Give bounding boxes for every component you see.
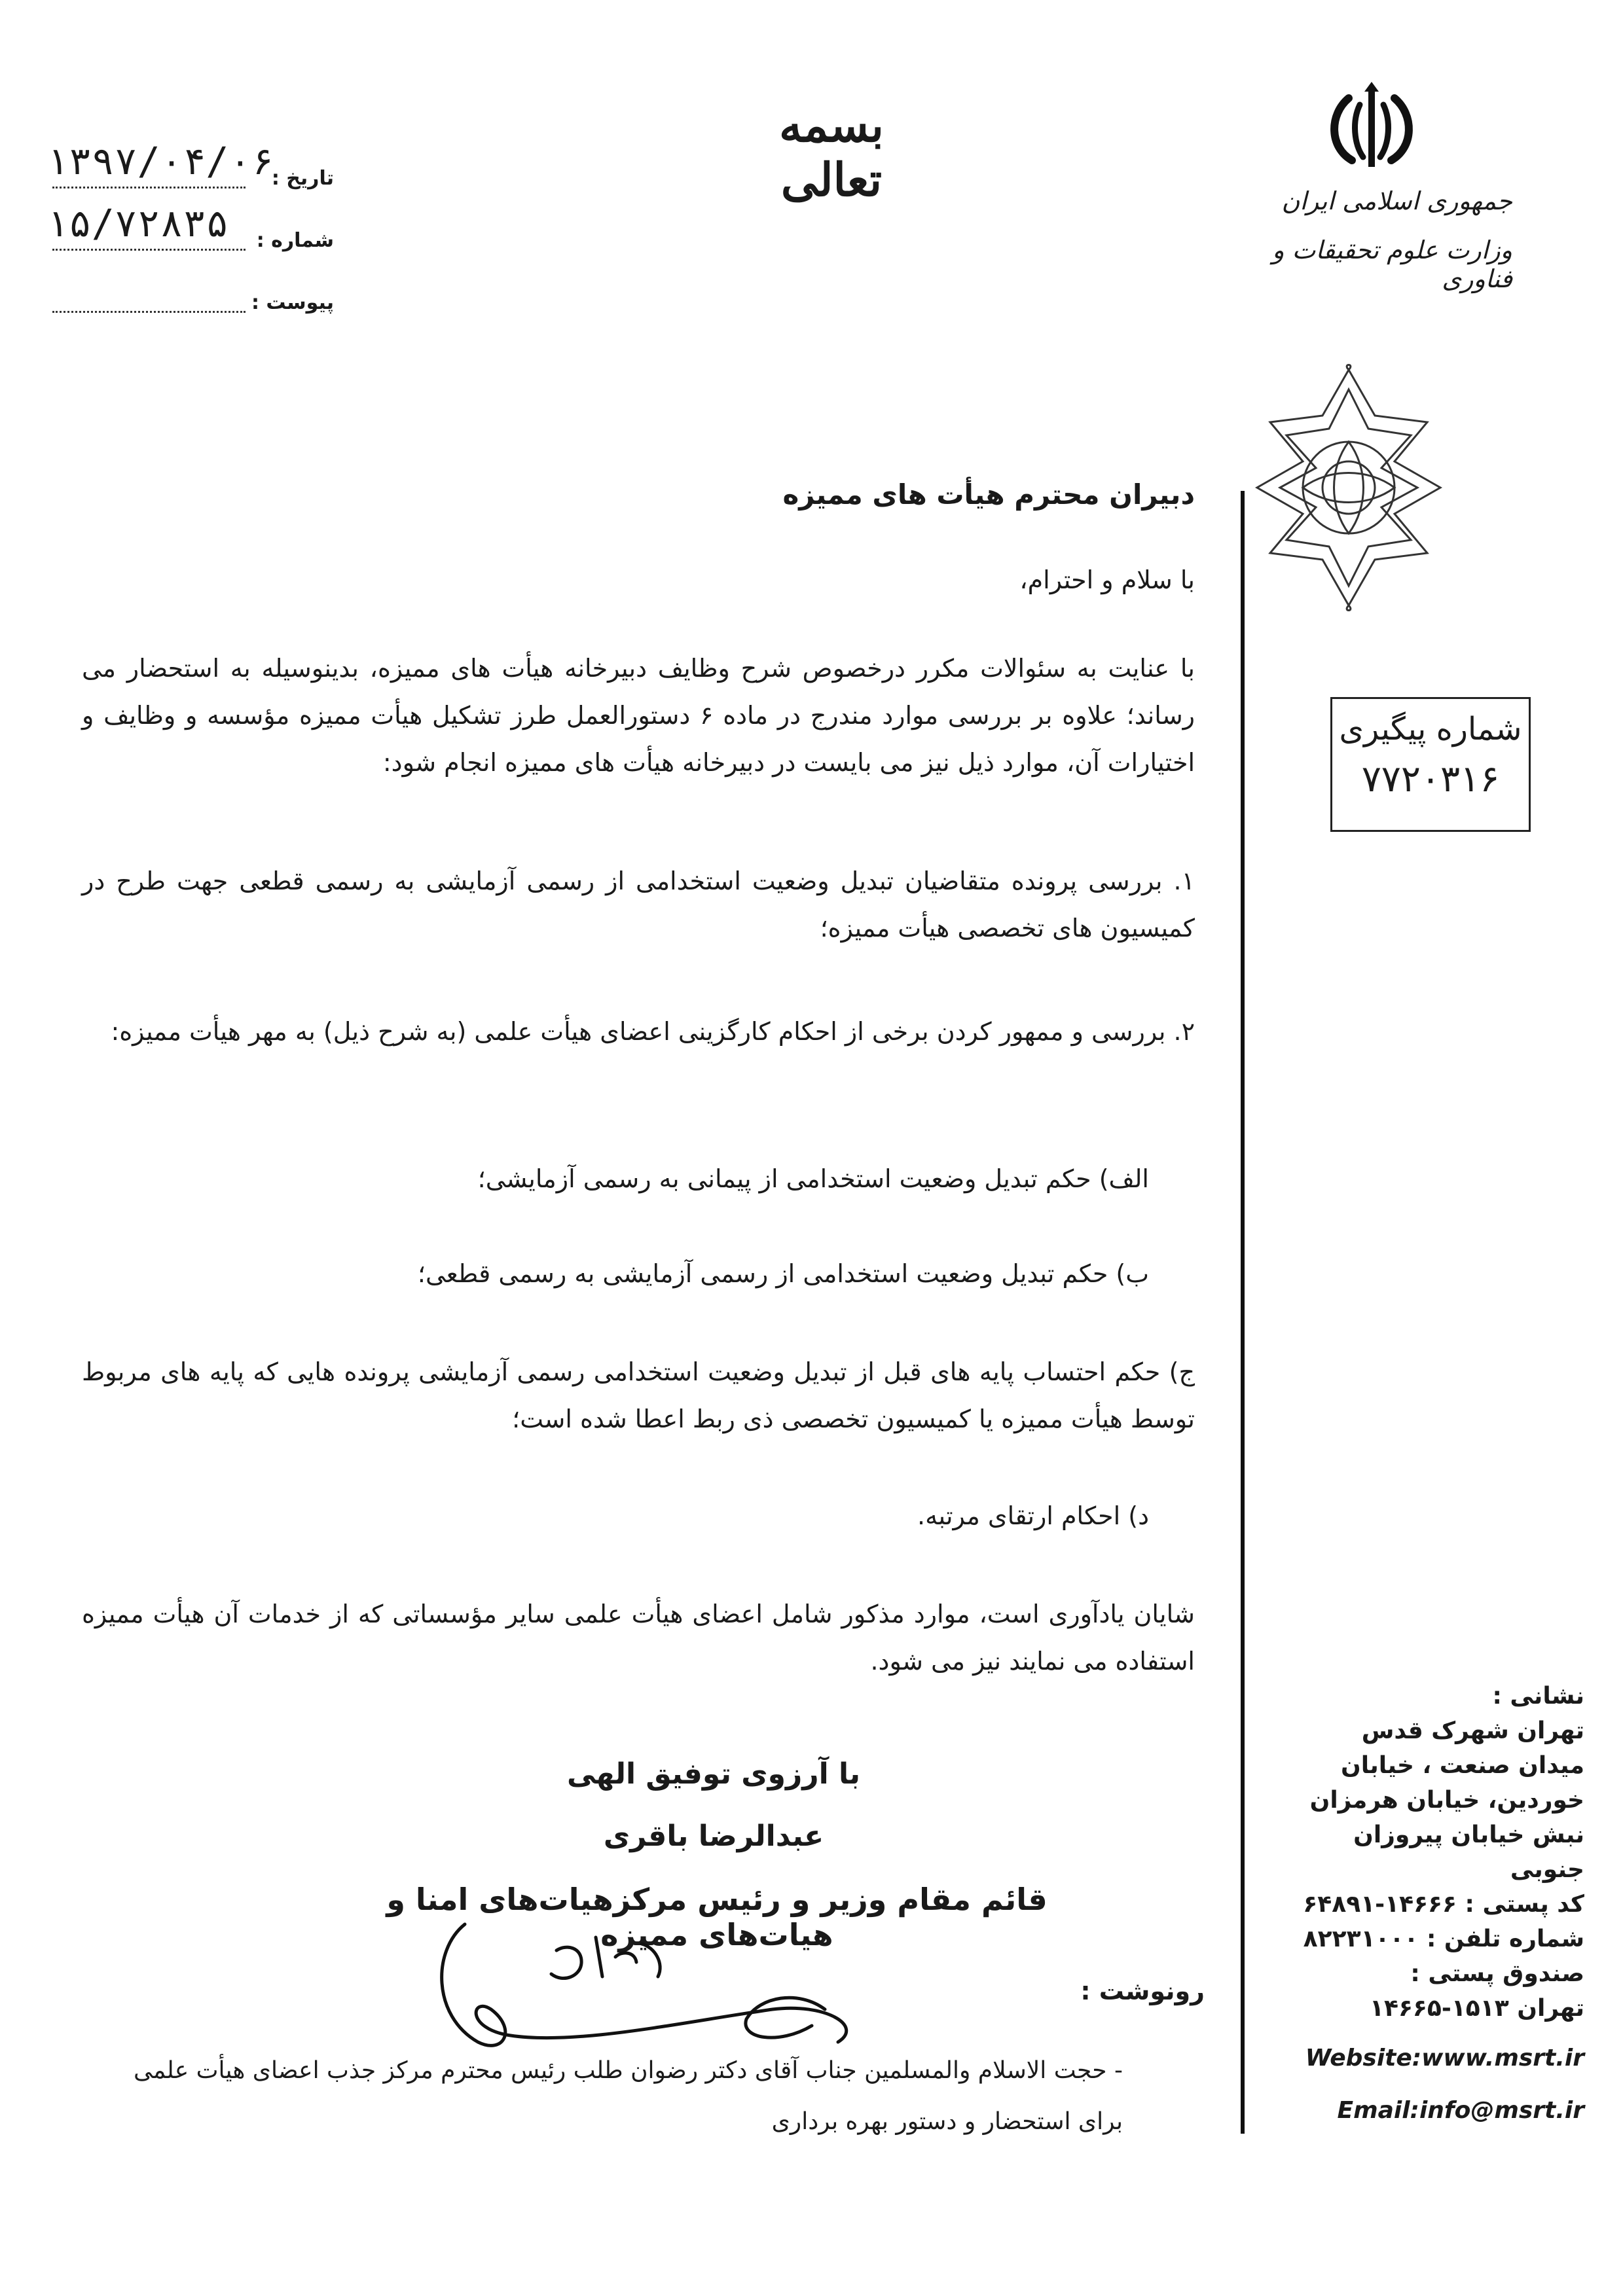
date-value: ۱۳۹۷/۰۴/۰۶: [46, 139, 275, 183]
number-value: ۱۵/۷۲۸۳۵: [46, 201, 229, 245]
address-line-4: نبش خیابان پیروزان جنوبی: [1353, 1821, 1584, 1883]
org-ministry: وزارت علوم تحقیقات و فناوری: [1272, 236, 1512, 293]
vertical-divider: [1241, 491, 1245, 2134]
tracking-number: ۷۷۲۰۳۱۶: [1361, 758, 1500, 800]
number-label: شماره :: [256, 229, 334, 252]
iran-emblem-icon: [1322, 79, 1421, 177]
date-label: تاریخ :: [271, 167, 334, 190]
address-title: نشانی :: [1492, 1683, 1584, 1710]
address-line-2: میدان صنعت ، خیابان: [1341, 1752, 1584, 1779]
sub-item-d: د) احکام ارتقای مرتبه.: [917, 1501, 1149, 1530]
date-underline: [52, 187, 246, 188]
org-country: جمهوری اسلامی ایران: [1281, 187, 1512, 215]
sub-item-a: الف) حکم تبدیل وضعیت استخدامی از پیمانی به رسمی آزمایشی؛: [477, 1164, 1149, 1193]
islamic-ornament-icon: [1250, 363, 1447, 612]
signer-title: قائم مقام وزیر و رئیس مرکزهیات‌های امنا و هیات‌های ممیزه: [386, 1882, 1048, 1952]
signature-wish: با آرزوی توفیق الهی: [566, 1757, 861, 1791]
contact-web: [1283, 2032, 1584, 2137]
address-line-3: خوردین، خیابان هرمزان: [1309, 1787, 1584, 1814]
address-block: [1283, 1679, 1584, 2026]
sub-item-c: ج) حکم احتساب پایه های قبل از تبدیل وضعیت استخدامی رسمی آزمایشی پرونده هایی که پایه های مربوط توسط هیأت ممیزه یا کمیسیون تخصصی ذی ربط اعطا شده است؛: [82, 1357, 1195, 1433]
tracking-number-box: [1330, 697, 1531, 832]
item-2: ۲. بررسی و ممهور کردن برخی از احکام کارگزینی اعضای هیأت علمی (به شرح ذیل) به مهر هیأت ممیزه:: [111, 1017, 1195, 1046]
date-row: [46, 139, 334, 196]
website-link[interactable]: Website:www.msrt.ir: [1305, 2045, 1584, 2072]
tracking-label: شماره پیگیری: [1339, 711, 1522, 747]
cc-label: رونوشت :: [1080, 1977, 1205, 2005]
address-line-1: تهران شهرک قدس: [1361, 1717, 1584, 1744]
phone-number: شماره تلفن : ۸۲۲۳۱۰۰۰: [1303, 1926, 1584, 1952]
signer-name: عبدالرضا باقری: [603, 1820, 824, 1853]
pobox-value: تهران ۱۵۱۳-۱۴۶۶۵: [1370, 1995, 1584, 2022]
pobox-label: صندوق پستی :: [1410, 1960, 1584, 1987]
greeting: با سلام و احترام،: [1019, 565, 1195, 594]
closing-paragraph: شایان یادآوری است، موارد مذکور شامل اعضای هیأت علمی سایر مؤسساتی که از خدمات آن هیأت ممیزه استفاده می نمایند نیز می شود.: [82, 1600, 1195, 1676]
sub-item-b: ب) حکم تبدیل وضعیت استخدامی از رسمی آزمایشی به رسمی قطعی؛: [417, 1259, 1149, 1288]
item-1: ۱. بررسی پرونده متقاضیان تبدیل وضعیت استخدامی از رسمی آزمایشی به رسمی قطعی جهت طرح در کمیسیون های تخصصی هیأت ممیزه؛: [82, 867, 1195, 942]
attachment-underline: [52, 311, 246, 313]
bismillah-heading: بسمه تعالی: [779, 98, 884, 207]
number-underline: [52, 249, 246, 251]
attachment-label: پیوست :: [251, 291, 334, 314]
cc-text: - حجت الاسلام والمسلمین جناب آقای دکتر رضوان طلب رئیس محترم مرکز جذب اعضای هیأت علمی برای استحضار و دستور بهره برداری: [133, 2057, 1123, 2135]
postal-code: کد پستی : ۱۴۶۶۶-۶۴۸۹۱: [1303, 1891, 1584, 1918]
salutation: دبیران محترم هیأت های ممیزه: [782, 478, 1195, 511]
attachment-row: [46, 275, 334, 321]
email-link[interactable]: Email:info@msrt.ir: [1337, 2097, 1584, 2124]
number-row: [46, 201, 334, 259]
intro-paragraph: با عنایت به سئوالات مکرر درخصوص شرح وظایف دبیرخانه هیأت های ممیزه، بدینوسیله به استحضار می رساند؛ علاوه بر بررسی موارد مندرج در ماده ۶ دستورالعمل طرز تشکیل هیأت ممیزه مؤسسه و وظایف و اختیارات آن، موارد ذیل نیز می بایست در دبیرخانه هیأت های ممیزه انجام شود:: [82, 654, 1195, 777]
